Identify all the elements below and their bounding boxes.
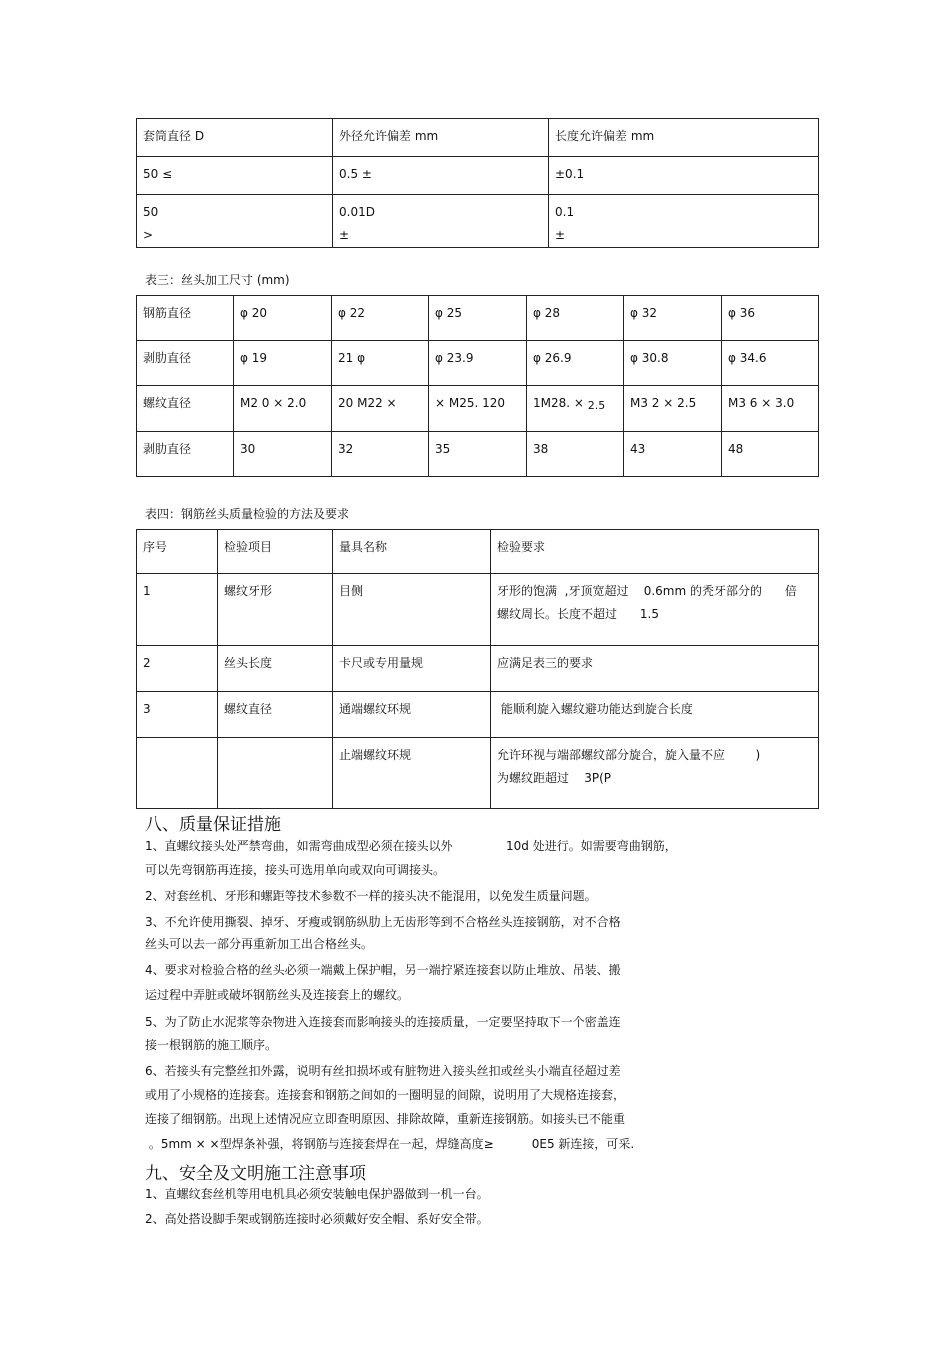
paragraph-line: 5、为了防止水泥浆等杂物进入连接套而影响接头的连接质量，一定要坚持取下一个密盖连 xyxy=(145,1015,621,1029)
table-cell: φ 26.9 xyxy=(527,341,624,386)
table-cell: × M25. 120 xyxy=(429,386,527,432)
paragraph-line: 运过程中弄脏或破坏钢筋丝头及连接套上的螺纹。 xyxy=(145,988,410,1002)
table-cell: φ 32 xyxy=(624,296,722,341)
paragraph-line: 丝头可以去一部分再重新加工出合格丝头。 xyxy=(145,937,374,951)
table-cell: 剥肋直径 xyxy=(137,341,234,386)
table-cell: φ 34.6 xyxy=(722,341,819,386)
table-cell: 50 ≤ xyxy=(137,157,333,195)
table-cell: 3 xyxy=(137,692,218,738)
table-cell: 43 xyxy=(624,432,722,477)
table-cell: 通端螺纹环规 xyxy=(333,692,491,738)
table-cell: 螺纹直径 xyxy=(218,692,333,738)
table-cell: φ 25 xyxy=(429,296,527,341)
paragraph-line: 4、要求对检验合格的丝头必须一端戴上保护帽，另一端拧紧连接套以防止堆放、吊装、搬 xyxy=(145,963,621,977)
table-cell: 应满足表三的要求 xyxy=(491,646,819,692)
paragraph-line: 2、高处搭设脚手架或钢筋连接时必须戴好安全帽、系好安全带。 xyxy=(145,1212,489,1226)
table-cell: 32 xyxy=(332,432,429,477)
table4-caption: 表四：钢筋丝头质量检验的方法及要求 xyxy=(145,507,350,521)
table-cell: 能顺利旋入螺纹避功能达到旋合长度 xyxy=(491,692,819,738)
table-cell: 50 > xyxy=(137,195,333,248)
table-header-cell: 外径允许偏差 mm xyxy=(333,119,549,157)
table-row xyxy=(137,530,819,574)
table-cell: 卡尺或专用量规 xyxy=(333,646,491,692)
table-cell: 允许环视与端部螺纹部分旋合，旋入量不应 ) 为螺纹距超过 3P(P xyxy=(491,738,819,809)
table-cell: 35 xyxy=(429,432,527,477)
table-cell: 目侧 xyxy=(333,574,491,646)
table-cell: ±0.1 xyxy=(549,157,819,195)
table-cell: M3 2 × 2.5 xyxy=(624,386,722,432)
table-row xyxy=(137,432,819,477)
table-cell xyxy=(137,738,218,809)
table-cell: φ 28 xyxy=(527,296,624,341)
table-row xyxy=(137,296,819,341)
table-cell: 0.1 ± xyxy=(549,195,819,248)
table-cell: φ 19 xyxy=(234,341,332,386)
table-row xyxy=(137,119,819,157)
table-cell: 剥肋直径 xyxy=(137,432,234,477)
table-row xyxy=(137,574,819,646)
table-row xyxy=(137,692,819,738)
table-row xyxy=(137,341,819,386)
table-cell xyxy=(218,738,333,809)
table-cell: 1 xyxy=(137,574,218,646)
paragraph-line: 。5mm × ×型焊条补强，将钢筋与连接套焊在一起，焊缝高度≥ 0E5 新连接，可采. xyxy=(145,1137,635,1151)
table-cell: φ 30.8 xyxy=(624,341,722,386)
table-cell: 0.5 ± xyxy=(333,157,549,195)
table-cell: 1M28. × 2.5 xyxy=(527,386,624,432)
table-cell: 48 xyxy=(722,432,819,477)
table-row xyxy=(137,738,819,809)
paragraph-line: 6、若接头有完整丝扣外露，说明有丝扣损坏或有脏物进入接头丝扣或丝头小端直径超过差 xyxy=(145,1064,621,1078)
paragraph-line: 或用了小规格的连接套。连接套和钢筋之间如的一圈明显的间隙，说明用了大规格连接套， xyxy=(145,1088,626,1102)
table-cell: φ 23.9 xyxy=(429,341,527,386)
table-cell: φ 36 xyxy=(722,296,819,341)
table-cell: φ 20 xyxy=(234,296,332,341)
paragraph-line: 可以先弯钢筋再连接，接头可选用单向或双向可调接头。 xyxy=(145,863,446,877)
table-cell: 20 M22 × xyxy=(332,386,429,432)
thread-dimension-table xyxy=(136,295,819,477)
paragraph-line: 接一根钢筋的施工顺序。 xyxy=(145,1038,278,1052)
table-cell: 0.01D ± xyxy=(333,195,549,248)
paragraph-line: 2、对套丝机、牙形和螺距等技术参数不一样的接头决不能混用，以免发生质量问题。 xyxy=(145,889,597,903)
table-cell: 21 φ xyxy=(332,341,429,386)
table-cell: 2 xyxy=(137,646,218,692)
table-cell: 丝头长度 xyxy=(218,646,333,692)
quality-inspection-table xyxy=(136,529,819,809)
table-cell: M3 6 × 3.0 xyxy=(722,386,819,432)
paragraph-line: 1、直螺纹接头处严禁弯曲，如需弯曲成型必须在接头以外 10d 处进行。如需要弯曲钢筋， xyxy=(145,839,677,853)
table-cell: 螺纹牙形 xyxy=(218,574,333,646)
table-row xyxy=(137,386,819,432)
paragraph-line: 3、不允许使用撕裂、掉牙、牙瘦或钢筋纵肋上无齿形等到不合格丝头连接钢筋，对不合格 xyxy=(145,915,621,929)
table-cell: φ 22 xyxy=(332,296,429,341)
paragraph-line: 1、直螺纹套丝机等用电机具必须安装触电保护器做到一机一台。 xyxy=(145,1187,489,1201)
sleeve-tolerance-table xyxy=(136,118,819,248)
table-header-cell: 检验要求 xyxy=(491,530,819,574)
paragraph-line: 连接了细钢筋。出现上述情况应立即查明原因、排除故障，重新连接钢筋。如接头已不能重 xyxy=(145,1112,626,1126)
table3-caption: 表三：丝头加工尺寸 (mm) xyxy=(145,273,290,287)
section9-title: 九、安全及文明施工注意事项 xyxy=(145,1164,366,1184)
table-cell: 止端螺纹环规 xyxy=(333,738,491,809)
table-header-cell: 长度允许偏差 mm xyxy=(549,119,819,157)
table-row xyxy=(137,646,819,692)
table-cell: 38 xyxy=(527,432,624,477)
table-row xyxy=(137,195,819,248)
table-cell: 牙形的饱满 ,牙顶宽超过 0.6mm 的秃牙部分的 倍 螺纹周长。长度不超过 1.5 xyxy=(491,574,819,646)
table-header-cell: 量具名称 xyxy=(333,530,491,574)
section8-title: 八、质量保证措施 xyxy=(145,815,281,835)
table-cell: M2 0 × 2.0 xyxy=(234,386,332,432)
table-header-cell: 检验项目 xyxy=(218,530,333,574)
table-header-cell: 套筒直径 D xyxy=(137,119,333,157)
table-cell: 螺纹直径 xyxy=(137,386,234,432)
table-row xyxy=(137,157,819,195)
table-cell: 30 xyxy=(234,432,332,477)
table-cell: 钢筋直径 xyxy=(137,296,234,341)
table-header-cell: 序号 xyxy=(137,530,218,574)
